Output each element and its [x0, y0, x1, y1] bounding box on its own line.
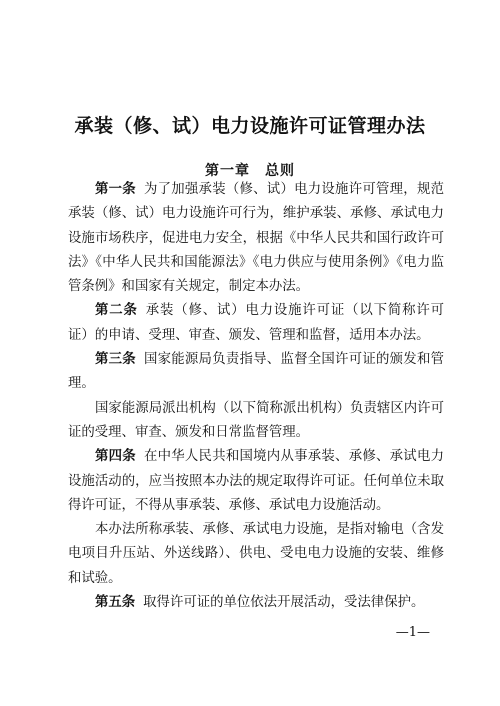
article-text: 国家能源局派出机构（以下简称派出机构）负责辖区内许可证的受理、审查、颁发和日常监督管理。	[68, 400, 444, 440]
article-text: 本办法所称承装、承修、承试电力设施，是指对输电（含发电项目升压站、外送线路）、供电、受电电力设施的安装、维修和试验。	[68, 522, 444, 586]
article-label: 第三条	[95, 352, 136, 368]
chapter-heading: 第一章 总则	[205, 163, 295, 179]
article-text: 取得许可证的单位依法开展活动，受法律保护。	[143, 595, 425, 611]
article-label: 第二条	[95, 303, 138, 319]
article-paragraph	[68, 348, 444, 397]
page-number: —1—	[395, 625, 430, 640]
article-paragraph	[68, 397, 444, 446]
article-label: 第四条	[95, 449, 136, 465]
article-text: 为了加强承装（修、试）电力设施许可管理，规范承装（修、试）电力设施许可行为，维护承装、承修、承试电力设施市场秩序，促进电力安全，根据《中华人民共和国行政许可法》《中华人民共和国能源法》《电力供应与使用条例》《电力监管条例》和国家有关规定，制定本办法。	[68, 182, 445, 295]
article-paragraph	[68, 445, 444, 518]
article-text: 承装（修、试）电力设施许可证（以下简称许可证）的申请、受理、审查、颁发、管理和监督，适用本办法。	[68, 303, 445, 343]
article-label: 第五条	[95, 595, 136, 611]
document-title: 承装（修、试）电力设施许可证管理办法	[74, 115, 426, 137]
article-paragraph	[68, 591, 444, 615]
article-label: 第一条	[95, 182, 136, 197]
article-text: 国家能源局负责指导、监督全国许可证的颁发和管理。	[68, 352, 445, 392]
article-paragraph	[68, 299, 444, 348]
article-paragraph	[68, 518, 444, 591]
article-text: 在中华人民共和国境内从事承装、承修、承试电力设施活动的，应当按照本办法的规定取得许可证。任何单位未取得许可证，不得从事承装、承修、承试电力设施活动。	[68, 449, 445, 513]
document-body	[68, 178, 444, 615]
article-paragraph	[68, 178, 444, 299]
